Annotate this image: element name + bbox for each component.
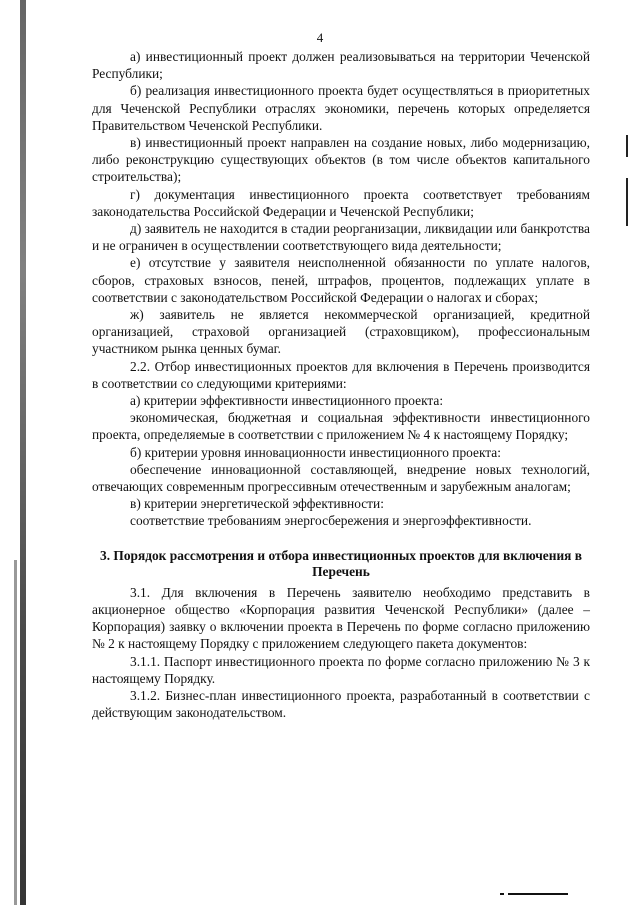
page-number: 4 <box>316 30 324 45</box>
paragraph: 2.2. Отбор инвестиционных проектов для включения в Перечень производится в соответствии со следующими критериями: <box>92 358 590 391</box>
scan-edge-shadow-secondary <box>14 560 17 905</box>
paragraph: соответствие требованиям энергосбережения и энергоэффективности. <box>130 513 532 529</box>
scan-bottom-mark <box>508 893 568 895</box>
scan-bottom-mark <box>500 893 504 895</box>
paragraph: 3.1.1. Паспорт инвестиционного проекта по форме согласно приложению № 3 к настоящему Порядку. <box>92 653 590 686</box>
paragraph: г) документация инвестиционного проекта соответствует требованиям законодательства Российской Федерации и Чеченской Республики; <box>92 186 590 219</box>
scan-margin-mark <box>626 178 628 226</box>
paragraph: в) инвестиционный проект направлен на создание новых, либо модернизацию, либо реконструкцию существующих объектов (в том числе объектов капитального строительства); <box>92 135 590 185</box>
paragraph: обеспечение инновационной составляющей, внедрение новых технологий, отвечающих современным прогрессивным отечественным и зарубежным аналогам; <box>92 461 590 495</box>
document-body <box>92 48 590 721</box>
paragraph: а) критерии эффективности инвестиционного проекта: <box>130 393 444 409</box>
paragraph: б) реализация инвестиционного проекта будет осуществляться в приоритетных для Чеченской Республики отраслях экономики, перечень которых определяется Правительством Чеченской Республики. <box>92 83 590 133</box>
paragraph: а) инвестиционный проект должен реализовываться на территории Чеченской Республики; <box>92 49 590 82</box>
section-heading: 3. Порядок рассмотрения и отбора инвестиционных проектов для включения в Перечень <box>100 547 582 579</box>
scan-margin-mark <box>626 135 628 157</box>
paragraph: 3.1.2. Бизнес-план инвестиционного проекта, разработанный в соответствии с действующим законодательством. <box>92 687 590 721</box>
paragraph: д) заявитель не находится в стадии реорганизации, ликвидации или банкротства и не ограничен в осуществлении соответствующего вида деятельности; <box>92 221 590 254</box>
paragraph: б) критерии уровня инновационности инвестиционного проекта: <box>130 444 501 460</box>
scan-edge-shadow <box>20 0 26 905</box>
paragraph: в) критерии энергетической эффективности: <box>130 496 384 512</box>
paragraph: ж) заявитель не является некоммерческой организацией, кредитной организацией, страховой организацией (страховщиком), профессиональным участником рынка ценных бумаг. <box>92 307 590 357</box>
paragraph: экономическая, бюджетная и социальная эффективности инвестиционного проекта, определяемые в соответствии с приложением № 4 к настоящему Порядку; <box>92 410 590 443</box>
paragraph: 3.1. Для включения в Перечень заявителю необходимо представить в акционерное общество «Корпорация развития Чеченской Республики» (далее – Корпорация) заявку о включении проекта в Перечень по форме согласно приложению № 2 к настоящему Порядку с приложением следующего пакета документов: <box>92 584 590 652</box>
paragraph: е) отсутствие у заявителя неисполненной обязанности по уплате налогов, сборов, страховых взносов, пеней, штрафов, процентов, подлежащих уплате в соответствии с законодательством Российской Федерации о налогах и сборах; <box>92 255 590 305</box>
